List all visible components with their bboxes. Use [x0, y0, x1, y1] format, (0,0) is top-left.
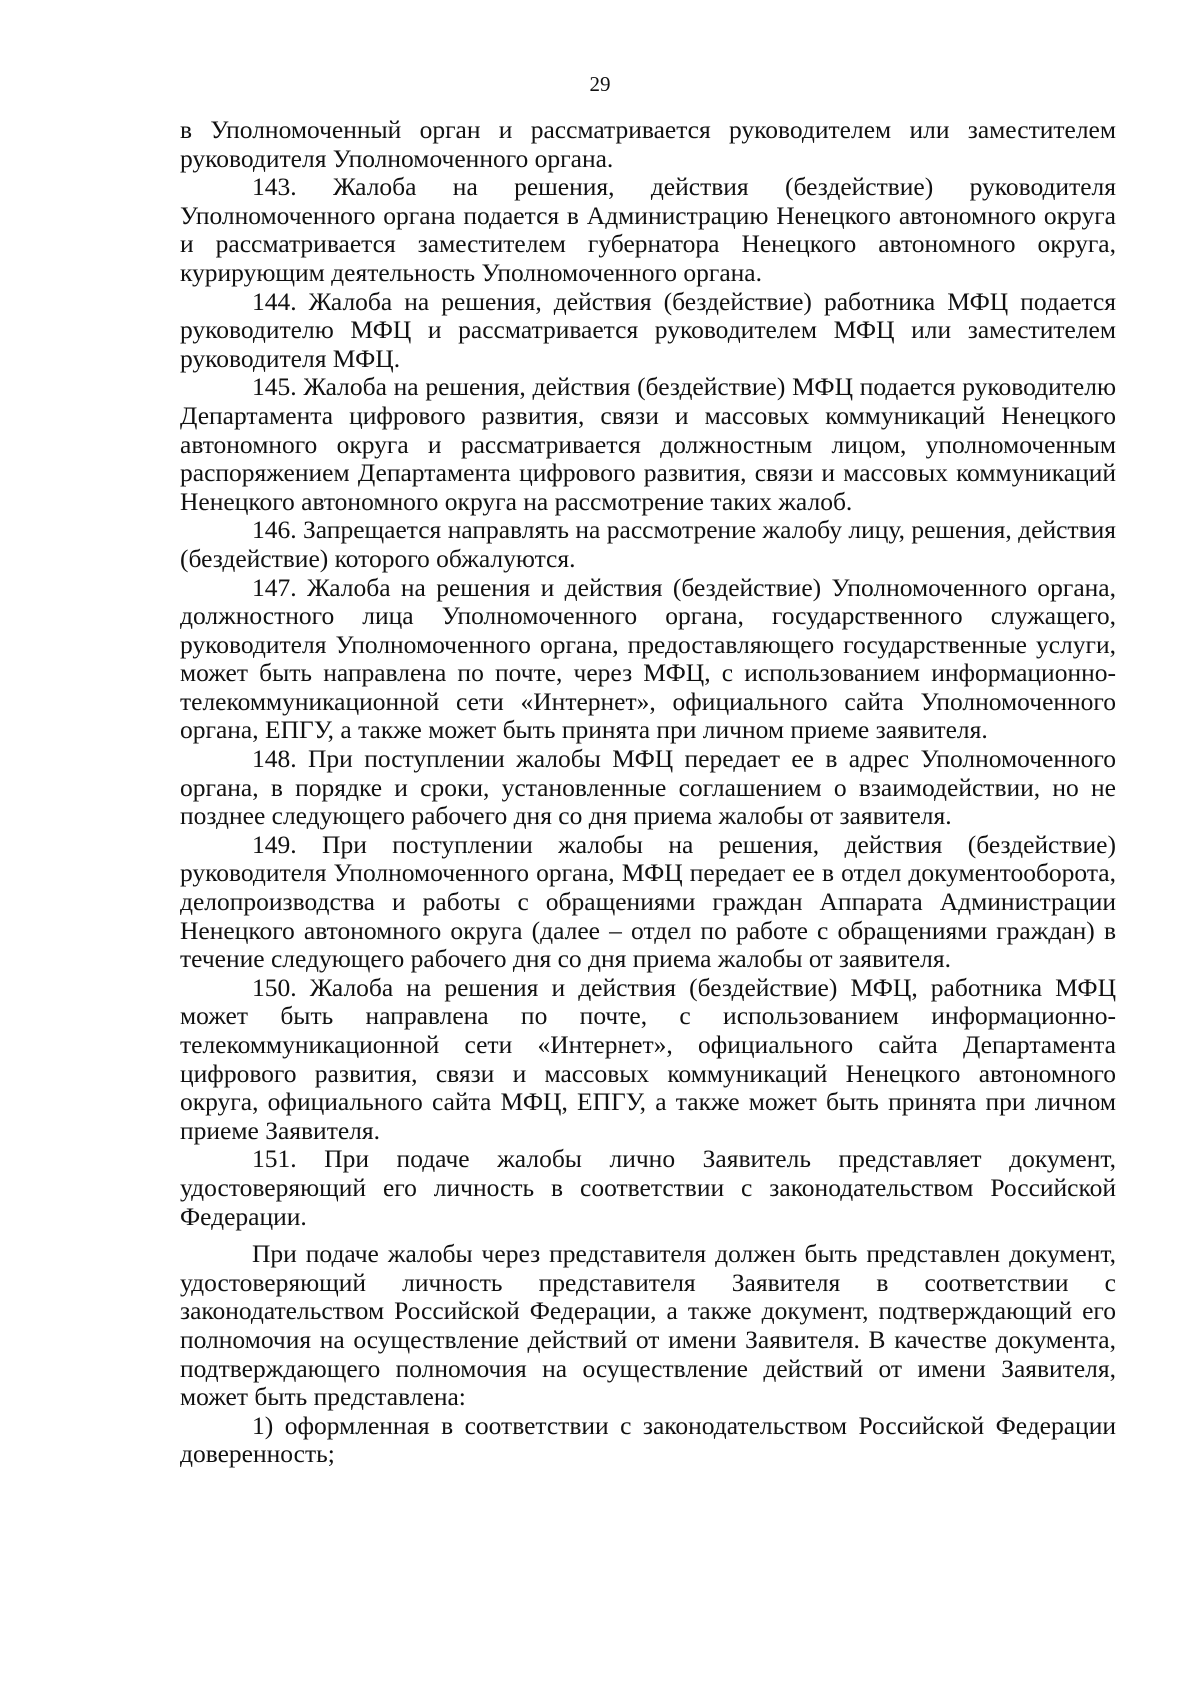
- paragraph-continuation: в Уполномоченный орган и рассматривается руководителем или заместителем руководителя Уполномоченного органа.: [180, 115, 1116, 173]
- list-item-1: 1) оформленная в соответствии с законодательством Российской Федерации доверенность;: [180, 1410, 1116, 1469]
- paragraph-145: 145. Жалоба на решения, действия (бездействие) МФЦ подается руководителю Департамента цифрового развития, связи и массовых коммуникаций Ненецкого автономного округа и рассматривается должностным лицом, уполномоченным распоряжением Департамента цифрового развития, связи и массовых коммуникаций Ненецкого автономного округа на рассмотрение таких жалоб.: [180, 372, 1116, 516]
- paragraph-144: 144. Жалоба на решения, действия (бездействие) работника МФЦ подается руководителю МФЦ и рассматривается руководителем МФЦ или заместителем руководителя МФЦ.: [180, 286, 1116, 373]
- paragraph-representative: При подаче жалобы через представителя должен быть представлен документ, удостоверяющий личность представителя Заявителя в соответствии с законодательством Российской Федерации, а также документ, подтверждающий его полномочия на осуществление действий от имени Заявителя. В качестве документа, подтверждающего полномочия на осуществление действий от имени Заявителя, может быть представлена:: [180, 1239, 1116, 1412]
- paragraph-147: 147. Жалоба на решения и действия (бездействие) Уполномоченного органа, должностного лица Уполномоченного органа, государственного служащего, руководителя Уполномоченного органа, предоставляющего государственные услуги, может быть направлена по почте, через МФЦ, с использованием информационно-телекоммуникационной сети «Интернет», официального сайта Уполномоченного органа, ЕПГУ, а также может быть принята при личном приеме заявителя.: [180, 572, 1116, 745]
- page-number: 29: [589, 72, 611, 96]
- paragraph-146: 146. Запрещается направлять на рассмотрение жалобу лицу, решения, действия (бездействие) которого обжалуются.: [180, 515, 1116, 573]
- paragraph-150: 150. Жалоба на решения и действия (бездействие) МФЦ, работника МФЦ может быть направлена по почте, с использованием информационно-телекоммуникационной сети «Интернет», официального сайта Департамента цифрового развития, связи и массовых коммуникаций Ненецкого автономного округа, официального сайта МФЦ, ЕПГУ, а также может быть принята при личном приеме Заявителя.: [180, 972, 1116, 1145]
- paragraph-149: 149. При поступлении жалобы на решения, действия (бездействие) руководителя Уполномоченного органа, МФЦ передает ее в отдел документооборота, делопроизводства и работы с обращениями граждан Аппарата Администрации Ненецкого автономного округа (далее – отдел по работе с обращениями граждан) в течение следующего рабочего дня со дня приема жалобы от заявителя.: [180, 829, 1116, 974]
- paragraph-151: 151. При подаче жалобы лично Заявитель представляет документ, удостоверяющий его личность в соответствии с законодательством Российской Федерации.: [180, 1144, 1116, 1231]
- paragraph-148: 148. При поступлении жалобы МФЦ передает ее в адрес Уполномоченного органа, в порядке и сроки, установленные соглашением о взаимодействии, но не позднее следующего рабочего дня со дня приема жалобы от заявителя.: [180, 744, 1116, 831]
- document-body: [180, 116, 1116, 1469]
- paragraph-143: 143. Жалоба на решения, действия (бездействие) руководителя Уполномоченного органа подается в Администрацию Ненецкого автономного округа и рассматривается заместителем губернатора Ненецкого автономного округа, курирующим деятельность Уполномоченного органа.: [180, 172, 1116, 287]
